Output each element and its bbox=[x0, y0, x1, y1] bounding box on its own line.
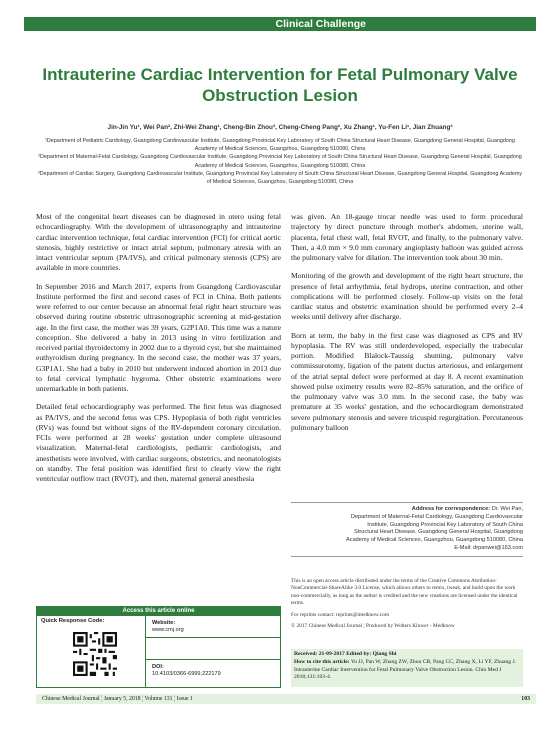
paragraph: Most of the congenital heart diseases can be diagnosed in utero using fetal echocardiography. With the development of ultrasonography and intrauterine cardiac intervention technique, fetal cardiac intervention (FCI) for critical aortic stenosis, highly restrictive or intact atrial septum, pulmonary atresia with an intact ventricular septum (PA/IVS), and critical pulmonary stenosis (CPS) are available in more countries. bbox=[36, 212, 281, 273]
correspondence-line: Department of Maternal-Fetal Cardiology, Guangdong Cardiovascular bbox=[350, 513, 523, 520]
qr-panel bbox=[37, 616, 146, 687]
access-online-box bbox=[36, 606, 281, 688]
access-details bbox=[146, 616, 280, 687]
spacer-row bbox=[146, 638, 280, 660]
reprints-text: For reprints contact: reprints@medknow.com bbox=[291, 611, 390, 618]
open-access-notice bbox=[291, 578, 523, 634]
doi-value[interactable]: 10.4103/0366-6999.222179 bbox=[152, 671, 221, 677]
journal-info: Chinese Medical Journal ¦ January 5, 2018 ¦ Volume 131 ¦ Issue 1 bbox=[42, 696, 193, 702]
correspondence-line: Structural Heart Disease, Guangdong General Hospital, Guangdong bbox=[354, 529, 523, 536]
affiliation-3: ³Department of Cardiac Surgery, Guangdong Cardiovascular Institute, Guangdong Provincial Key Laboratory of South China Structural Heart Disease, Guangdong General Hospital, Guangdong Academy of Medical Sciences, Guangzhou, Guangdong 510080, China bbox=[37, 170, 523, 186]
correspondence-line: Institute, Guangdong Provincial Key Laboratory of South China bbox=[367, 521, 523, 528]
paragraph: Detailed fetal echocardiography was performed. The first fetus was diagnosed as PA/IVS, and the second fetus was CPS. Hypoplasia of both right ventricles (RVs) was found but without signs of the RV-dependent coronary circulation. FCIs were performed at 28 weeks' gestation under complete ultrasound visualization. Maternal-fetal cardiologists, pediatric cardiologists, and anesthetists were involved, with cardiac surgeons, obstetrics, and neonatologists on standby. The fetal position was identified first to clearly view the right ventricular outflow tract (RVOT), and then, maternal general anesthesia bbox=[36, 402, 281, 483]
author-list: Jin-Jin Yu¹, Wei Pan², Zhi-Wei Zhang¹, Cheng-Bin Zhou³, Cheng-Cheng Pang², Xu Zhang¹, Yu-Fen Li¹, Jian Zhuang³ bbox=[107, 124, 453, 131]
body-column-left bbox=[36, 212, 281, 492]
page-number: 103 bbox=[521, 696, 530, 702]
qr-code-icon[interactable] bbox=[73, 632, 117, 676]
paragraph: Monitoring of the growth and development of the right heart structure, the presence of fetal arrhythmia, fetal hydrops, uterine contraction, and other complications will be performed closely. Follow-up visits on the fetal cardiac status and obstetric examination should be performed every 2–4 weeks until delivery after discharge. bbox=[291, 271, 523, 322]
website-link[interactable]: www.cmj.org bbox=[152, 627, 184, 633]
page-footer bbox=[36, 694, 536, 704]
doi-row bbox=[146, 660, 280, 682]
correspondence-email[interactable]: E-Mail: drpanwei@163.com bbox=[454, 544, 523, 551]
paragraph: In September 2016 and March 2017, experts from Guangdong Cardiovascular Institute performed the first and second cases of FCI in China. Both patients were referred to our center because an abnormal fetal right heart structure was observed during routine obstetric ultrasonographic screening at mid-gestation age. In the first case, the mother was 39 years, G2P1A0. This time was a nature conception. She delivered a baby in 2013 using in vitro fertilization and received partial thyroidectomy in 2002 due to a thyroid cyst, but she maintained euthyroidism during pregnancy. In the second case, the mother was 37 years, G3P1A1. She had a baby in 2010 but underwent induced abortion in 2013 due to fetal cervical lymphatic hygroma. Other obstetric examinations were unremarkable in both patients. bbox=[36, 281, 281, 393]
citation-box bbox=[291, 649, 523, 687]
body-column-right bbox=[291, 212, 523, 441]
access-heading: Access this article online bbox=[37, 607, 280, 616]
paragraph: Born at term, the baby in the first case was diagnosed as CPS and RV hypoplasia. The RV was still underdeveloped, especially the trabecular portion. Modified Blalock-Taussig shunting, pulmonary valve commissurotomy, ligation of the patent ductus arteriosus, and enlargement of the atrial septal defect were performed at day 8. A recent examination showed pulse oximetry results were 82–85% saturation, and the orifice of the pulmonary valve was 3.0 mm. In the second case, the baby was premature at 35 weeks' gestation, and the echocardiogram demonstrated severe pulmonary stenosis and severe tricuspid regurgitation. Percutaneous pulmonary balloon bbox=[291, 330, 523, 432]
affiliation-1: ¹Department of Pediatric Cardiology, Guangdong Cardiovascular Institute, Guangdong Provincial Key Laboratory of South China Structural Heart Disease, Guangdong General Hospital, Guangdong Academy of Medical Sciences, Guangzhou, Guangdong 510080, China bbox=[45, 138, 515, 153]
qr-label: Quick Response Code: bbox=[41, 618, 105, 624]
license-text: This is an open access article distributed under the terms of the Creative Commons Attribution-NonCommercial-ShareAlike 3.0 License, which allows others to remix, tweak, and build upon the work non-commercially, as long as the author is credited and the new creations are licensed under the identical terms. bbox=[291, 578, 518, 607]
affiliation-2: ²Department of Maternal-Fetal Cardiology, Guangdong Cardiovascular Institute, Guangdong Provincial Key Laboratory of South China Structural Heart Disease, Guangdong General Hospital, Guangdong Academy of Medical Sciences, Guangzhou, Guangdong 510080, China bbox=[38, 154, 522, 169]
affiliations bbox=[36, 137, 524, 186]
doi-label: DOI: bbox=[152, 664, 164, 670]
article-title: Intrauterine Cardiac Intervention for Fetal Pulmonary Valve Obstruction Lesion bbox=[42, 65, 518, 105]
website-row bbox=[146, 616, 280, 638]
cite-label: How to cite this article: bbox=[294, 658, 350, 665]
website-label: Website: bbox=[152, 620, 176, 626]
received-line: Received: 21-09-2017 Edited by: Qiang Shi bbox=[294, 651, 397, 657]
correspondence-box bbox=[291, 502, 523, 557]
paragraph: was given. An 18-gauge trocar needle was used to form procedural trajectory by direct puncture through mother's abdomen, uterine wall, placenta, fetal chest wall, fetal RVOT, and finally, to the pulmonary valve. Then, a 4.0 mm × 9.0 mm coronary angioplasty balloon was guided across the pulmonary valve for dilation. The intervention took about 30 min. bbox=[291, 212, 523, 262]
correspondence-line: Academy of Medical Sciences, Guangzhou, Guangdong 510080, China bbox=[346, 537, 523, 544]
copyright-text: © 2017 Chinese Medical Journal ¦ Produced by Wolters Kluwer - Medknow bbox=[291, 623, 455, 630]
correspondence-label: Address for correspondence: bbox=[411, 506, 491, 512]
section-header-bar bbox=[24, 17, 536, 31]
section-label: Clinical Challenge bbox=[275, 18, 366, 30]
cite-text: Yu JJ, Pan W, Zhang ZW, Zhou CB, Pang CC, Zhang X, Li YF, Zhuang J. Intrauterine Cardiac Intervention for Fetal Pulmonary Valve Obstruction Lesion. Chin Med J 2018;131:103-4. bbox=[294, 658, 517, 681]
correspondence-name: Dr. Wei Pan, bbox=[491, 506, 523, 512]
